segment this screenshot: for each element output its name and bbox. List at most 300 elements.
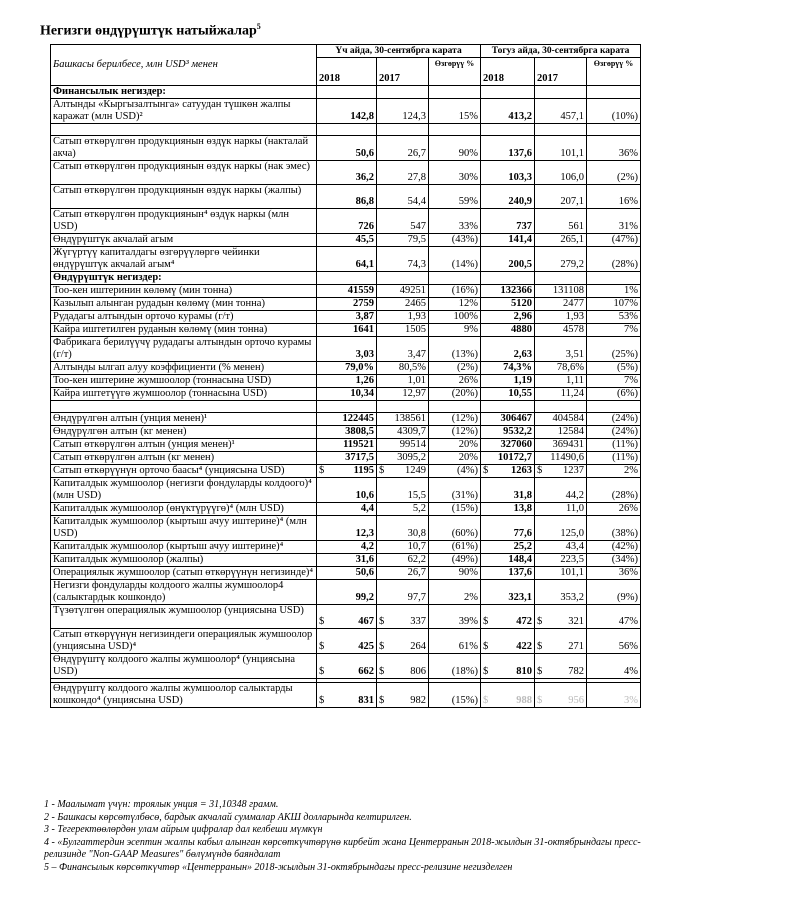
value-cell: (61%) [429, 541, 481, 554]
value-cell: 20% [429, 439, 481, 452]
value-cell: 7% [587, 324, 641, 337]
period-nine-months: Тогуз айда, 30-сентябрга карата [481, 45, 641, 58]
value-cell: 20% [429, 452, 481, 465]
document-title: Негизги өндүрүштүк натыйжалар$^5$ [40, 22, 261, 39]
value-cell: 3,47 [377, 337, 429, 362]
row-label: Капиталдык жумшоолор (кыртыш ачуу иштерине)⁴ (млн USD) [51, 516, 317, 541]
empty-cell [587, 124, 641, 136]
value-cell: 223,5 [535, 554, 587, 567]
table-row [51, 478, 641, 503]
value-cell: (18%) [429, 654, 481, 679]
value-cell: 47% [587, 605, 641, 629]
table-row [51, 285, 641, 298]
row-label: Негизги фондуларды колдоого жалпы жумшоолор4 (салыктардык кошкондо) [51, 580, 317, 605]
value-cell: (28%) [587, 478, 641, 503]
value-cell: 74,3 [377, 247, 429, 272]
row-label: Сатып өткөрүлгөн продукциянын өздүк наркы (жалпы) [51, 185, 317, 209]
value-cell: (13%) [429, 337, 481, 362]
table-row [51, 654, 641, 679]
row-label: Өндүрүлгөн алтын (унция менен)¹ [51, 413, 317, 426]
value-cell: (28%) [587, 247, 641, 272]
empty-cell [51, 401, 317, 413]
value-cell: 103,3 [481, 161, 535, 185]
value-cell: 3,03 [317, 337, 377, 362]
value-cell: 78,6% [535, 362, 587, 375]
table-row [51, 136, 641, 161]
value-cell: 12,3 [317, 516, 377, 541]
row-label: Сатып өткөрүлгөн продукциянын өздүк наркы (нак эмес) [51, 161, 317, 185]
table-row [51, 311, 641, 324]
value-cell: 100% [429, 311, 481, 324]
value-cell: 107% [587, 298, 641, 311]
value-cell: 12584 [535, 426, 587, 439]
row-label: Рудадагы алтындын орточо курамы (г/т) [51, 311, 317, 324]
row-label: Сатып өткөрүүнүн орточо баасы⁴ (унциясына USD) [51, 465, 317, 478]
value-cell: (20%) [429, 388, 481, 401]
value-cell: (38%) [587, 516, 641, 541]
value-cell: 4,2 [317, 541, 377, 554]
value-cell: 327060 [481, 439, 535, 452]
currency-symbol: $ [483, 616, 489, 627]
value-cell: 200,5 [481, 247, 535, 272]
currency-symbol: $ [379, 616, 385, 627]
value-cell: (12%) [429, 426, 481, 439]
value-cell: 3% [587, 683, 641, 708]
currency-symbol: $ [319, 695, 325, 706]
value-cell: 36,2 [317, 161, 377, 185]
value-cell: 10,55 [481, 388, 535, 401]
value-cell: (11%) [587, 439, 641, 452]
empty-cell [587, 401, 641, 413]
row-label: Алтынды «Кыргызалтынга» сатуудан түшкөн жалпы каражат (млн USD)² [51, 99, 317, 124]
currency-symbol: $ [319, 465, 325, 476]
row-label: Фабрикага берилүүчү рудадагы алтындын орточо курамы (г/т) [51, 337, 317, 362]
value-cell: 39% [429, 605, 481, 629]
row-label: Сатып өткөрүлгөн алтын (кг менен) [51, 452, 317, 465]
value-cell: 2,63 [481, 337, 535, 362]
value-cell: 77,6 [481, 516, 535, 541]
currency-symbol: $ [379, 465, 385, 476]
row-label: Капиталдык жумшоолор (кыртыш ачуу иштерине)⁴ [51, 541, 317, 554]
currency-symbol: $ [319, 666, 325, 677]
empty-cell [535, 401, 587, 413]
empty-cell [429, 272, 481, 285]
value-cell: 5,2 [377, 503, 429, 516]
currency-symbol: $ [483, 465, 489, 476]
footnote: 3 - Тегеректөөлөрдөн улам айрым цифралар дал келбеши мүмкүн [44, 824, 323, 835]
row-label: Сатып өткөрүлгөн продукциянын⁴ өздүк наркы (млн USD) [51, 209, 317, 234]
currency-symbol: $ [319, 641, 325, 652]
value-cell: 3,87 [317, 311, 377, 324]
value-cell: 90% [429, 136, 481, 161]
value-cell: 3,51 [535, 337, 587, 362]
value-cell: $ 422 [481, 629, 535, 654]
empty-cell [51, 124, 317, 136]
value-cell: (16%) [429, 285, 481, 298]
value-cell: 3808,5 [317, 426, 377, 439]
value-cell: 90% [429, 567, 481, 580]
value-cell: 2759 [317, 298, 377, 311]
year-2017-q: 2017 [377, 58, 429, 86]
empty-cell [317, 124, 377, 136]
value-cell: 138561 [377, 413, 429, 426]
value-cell: $ 1249 [377, 465, 429, 478]
table-row [51, 503, 641, 516]
value-cell: 79,5 [377, 234, 429, 247]
value-cell: 4,4 [317, 503, 377, 516]
value-cell: $ 1263 [481, 465, 535, 478]
units-note: Башкасы берилбесе, млн USD³ менен [51, 45, 317, 86]
value-cell: 279,2 [535, 247, 587, 272]
year-2018-q: 2018 [317, 58, 377, 86]
value-cell: (14%) [429, 247, 481, 272]
value-cell: 2% [429, 580, 481, 605]
footnote: 2 - Башкасы көрсөтүлбөсө, бардык акчалай суммалар АКШ долларында келтирилген. [44, 811, 412, 823]
value-cell: 4880 [481, 324, 535, 337]
value-cell: 106,0 [535, 161, 587, 185]
empty-cell [587, 272, 641, 285]
row-label: Кайра иштетилген руданын көлөмү (мин тонна) [51, 324, 317, 337]
value-cell: 62,2 [377, 554, 429, 567]
value-cell: (15%) [429, 503, 481, 516]
value-cell: $ 806 [377, 654, 429, 679]
table-row [51, 605, 641, 629]
value-cell: 25,2 [481, 541, 535, 554]
value-cell: 50,6 [317, 136, 377, 161]
row-label: Казылып алынган рудадын көлөмү (мин тонна) [51, 298, 317, 311]
section-label: Өндүрүштүк негиздер: [51, 272, 317, 285]
value-cell: $ 472 [481, 605, 535, 629]
empty-cell [429, 401, 481, 413]
footnote: 4 - «Булгаттердин эсептин жалпы кабыл алынган көрсөткүчтөрүнө кирбейт жана Центерранын 2018-жылдын 31-октябрындагы пресс- [44, 836, 641, 848]
empty-cell [317, 272, 377, 285]
value-cell: 9% [429, 324, 481, 337]
value-cell: $ 1237 [535, 465, 587, 478]
value-cell: 53% [587, 311, 641, 324]
footnote: 5 – Финансылык көрсөткүчтөр «Центерранын» 2018-жылдын 31-октябрындагы пресс-релизине негизделген [44, 861, 513, 873]
value-cell: 61% [429, 629, 481, 654]
value-cell: 44,2 [535, 478, 587, 503]
value-cell: 4% [587, 654, 641, 679]
value-cell: 207,1 [535, 185, 587, 209]
value-cell: 3717,5 [317, 452, 377, 465]
value-cell: 16% [587, 185, 641, 209]
table-row [51, 209, 641, 234]
table-row [51, 452, 641, 465]
value-cell: 26% [429, 375, 481, 388]
table-row [51, 298, 641, 311]
value-cell: 31,6 [317, 554, 377, 567]
table-row [51, 375, 641, 388]
value-cell: 26,7 [377, 567, 429, 580]
empty-cell [481, 86, 535, 99]
blank-row [51, 401, 641, 413]
value-cell: 561 [535, 209, 587, 234]
value-cell: $ 831 [317, 683, 377, 708]
row-label: Кайра иштетүүгө жумшоолор (тоннасына USD) [51, 388, 317, 401]
value-cell: 131108 [535, 285, 587, 298]
row-label: Жүгүртүү капиталдагы өзгөрүүлөргө чейинки өндүрүштүк акчалай агым⁴ [51, 247, 317, 272]
table-row [51, 99, 641, 124]
table-row [51, 324, 641, 337]
value-cell: $ 782 [535, 654, 587, 679]
value-cell: 79,0% [317, 362, 377, 375]
currency-symbol: $ [537, 666, 543, 677]
value-cell: (24%) [587, 413, 641, 426]
empty-cell [481, 124, 535, 136]
value-cell: 9532,2 [481, 426, 535, 439]
value-cell: 101,1 [535, 567, 587, 580]
value-cell: 137,6 [481, 136, 535, 161]
empty-cell [429, 86, 481, 99]
value-cell: 99514 [377, 439, 429, 452]
value-cell: 50,6 [317, 567, 377, 580]
value-cell: 404584 [535, 413, 587, 426]
empty-cell [429, 124, 481, 136]
currency-symbol: $ [319, 616, 325, 627]
value-cell: 4578 [535, 324, 587, 337]
value-cell: 26,7 [377, 136, 429, 161]
value-cell: 10,34 [317, 388, 377, 401]
empty-cell [317, 401, 377, 413]
value-cell: 54,4 [377, 185, 429, 209]
year-2017-9m: 2017 [535, 58, 587, 86]
empty-cell [481, 401, 535, 413]
value-cell: 101,1 [535, 136, 587, 161]
value-cell: 15% [429, 99, 481, 124]
value-cell: 41559 [317, 285, 377, 298]
blank-row [51, 124, 641, 136]
value-cell: 10,7 [377, 541, 429, 554]
value-cell: (6%) [587, 388, 641, 401]
value-cell: 45,5 [317, 234, 377, 247]
table-row [51, 185, 641, 209]
currency-symbol: $ [537, 641, 543, 652]
row-label: Операциялык жумшоолор (сатып өткөрүүнүн негизинде)⁴ [51, 567, 317, 580]
value-cell: 99,2 [317, 580, 377, 605]
value-cell: 132366 [481, 285, 535, 298]
row-label: Сатып өткөрүлгөн продукциянын өздүк наркы (накталай акча) [51, 136, 317, 161]
value-cell: 737 [481, 209, 535, 234]
value-cell: 148,4 [481, 554, 535, 567]
currency-symbol: $ [537, 465, 543, 476]
value-cell: 547 [377, 209, 429, 234]
row-label: Өндүрүштүк акчалай агым [51, 234, 317, 247]
value-cell: 36% [587, 567, 641, 580]
value-cell: (49%) [429, 554, 481, 567]
value-cell: 5120 [481, 298, 535, 311]
table-row [51, 683, 641, 708]
table-row [51, 161, 641, 185]
row-label: Өндүрүштү колдоого жалпы жумшоолор⁴ (унциясына USD) [51, 654, 317, 679]
empty-cell [481, 272, 535, 285]
value-cell: 33% [429, 209, 481, 234]
table-row [51, 426, 641, 439]
value-cell: (60%) [429, 516, 481, 541]
value-cell: 2465 [377, 298, 429, 311]
value-cell: 457,1 [535, 99, 587, 124]
value-cell: 1641 [317, 324, 377, 337]
empty-cell [535, 124, 587, 136]
value-cell: 1,01 [377, 375, 429, 388]
empty-cell [535, 272, 587, 285]
table-row [51, 465, 641, 478]
currency-symbol: $ [537, 616, 543, 627]
value-cell: (25%) [587, 337, 641, 362]
value-cell: $ 264 [377, 629, 429, 654]
currency-symbol: $ [483, 666, 489, 677]
table-row [51, 388, 641, 401]
value-cell: 323,1 [481, 580, 535, 605]
value-cell: 30,8 [377, 516, 429, 541]
table-row [51, 567, 641, 580]
empty-cell [377, 401, 429, 413]
value-cell: 122445 [317, 413, 377, 426]
empty-cell [587, 86, 641, 99]
value-cell: 726 [317, 209, 377, 234]
value-cell: 13,8 [481, 503, 535, 516]
value-cell: 119521 [317, 439, 377, 452]
currency-symbol: $ [379, 666, 385, 677]
table-row [51, 247, 641, 272]
value-cell: 1505 [377, 324, 429, 337]
value-cell: 3095,2 [377, 452, 429, 465]
empty-cell [377, 272, 429, 285]
value-cell: (42%) [587, 541, 641, 554]
value-cell: (2%) [429, 362, 481, 375]
row-label: Капиталдык жумшоолор (жалпы) [51, 554, 317, 567]
row-label: Тоо-кен иштерине жумшоолор (тоннасына USD) [51, 375, 317, 388]
value-cell: 2,96 [481, 311, 535, 324]
table-row [51, 580, 641, 605]
footnote: 1 - Маалымат үчүн: троялык унция = 31,10348 грамм. [44, 799, 279, 810]
value-cell: 1% [587, 285, 641, 298]
footnote: релизинде "Non-GAAP Measures" бөлүмүндө баяндалат [44, 849, 281, 860]
year-2018-9m: 2018 [481, 58, 535, 86]
row-label: Өндүрүштү колдоого жалпы жумшоолор салыктарды кошкондо⁴ (унциясына USD) [51, 683, 317, 708]
value-cell: $ 810 [481, 654, 535, 679]
value-cell: (9%) [587, 580, 641, 605]
value-cell: 2% [587, 465, 641, 478]
value-cell: 1,26 [317, 375, 377, 388]
currency-symbol: $ [483, 695, 489, 706]
table-row [51, 413, 641, 426]
value-cell: 11490,6 [535, 452, 587, 465]
value-cell: $ 271 [535, 629, 587, 654]
currency-symbol: $ [379, 695, 385, 706]
value-cell: 56% [587, 629, 641, 654]
value-cell: 86,8 [317, 185, 377, 209]
value-cell: 80,5% [377, 362, 429, 375]
row-label: Тоо-кен иштеринин көлөмү (мин тонна) [51, 285, 317, 298]
value-cell: 7% [587, 375, 641, 388]
value-cell: 141,4 [481, 234, 535, 247]
table-row [51, 541, 641, 554]
table-row [51, 554, 641, 567]
footnotes [44, 799, 764, 874]
table-row [51, 439, 641, 452]
table-row [51, 516, 641, 541]
table-row [51, 337, 641, 362]
change-9m: Өзгөрүү % [587, 58, 641, 86]
value-cell: 36% [587, 136, 641, 161]
table-row [51, 362, 641, 375]
value-cell: 240,9 [481, 185, 535, 209]
value-cell: $ 425 [317, 629, 377, 654]
value-cell: 124,3 [377, 99, 429, 124]
row-label: Сатып өткөрүлгөн алтын (унция менен)¹ [51, 439, 317, 452]
value-cell: 413,2 [481, 99, 535, 124]
table-row [51, 629, 641, 654]
section-row [51, 272, 641, 285]
value-cell: 1,19 [481, 375, 535, 388]
row-label: Капиталдык жумшоолор (негизги фондуларды колдоого)⁴ (млн USD) [51, 478, 317, 503]
value-cell: 265,1 [535, 234, 587, 247]
value-cell: $ 321 [535, 605, 587, 629]
value-cell: 26% [587, 503, 641, 516]
table-row [51, 234, 641, 247]
empty-cell [317, 86, 377, 99]
value-cell: $ 662 [317, 654, 377, 679]
value-cell: (43%) [429, 234, 481, 247]
value-cell: (10%) [587, 99, 641, 124]
row-label: Түзөтүлгөн операциялык жумшоолор (унциясына USD) [51, 605, 317, 629]
section-row [51, 86, 641, 99]
value-cell: (4%) [429, 465, 481, 478]
results-table [50, 44, 641, 708]
change-q: Өзгөрүү % [429, 58, 481, 86]
value-cell: 142,8 [317, 99, 377, 124]
value-cell: 1,93 [535, 311, 587, 324]
row-label: Капиталдык жумшоолор (өнүктүрүүгө)⁴ (млн USD) [51, 503, 317, 516]
value-cell: 31% [587, 209, 641, 234]
value-cell: 30% [429, 161, 481, 185]
value-cell: (24%) [587, 426, 641, 439]
value-cell: 353,2 [535, 580, 587, 605]
value-cell: 306467 [481, 413, 535, 426]
value-cell: (11%) [587, 452, 641, 465]
value-cell: 74,3% [481, 362, 535, 375]
value-cell: 4309,7 [377, 426, 429, 439]
value-cell: 97,7 [377, 580, 429, 605]
value-cell: 59% [429, 185, 481, 209]
value-cell: 11,24 [535, 388, 587, 401]
value-cell: $ 956 [535, 683, 587, 708]
value-cell: 27,8 [377, 161, 429, 185]
value-cell: 43,4 [535, 541, 587, 554]
currency-symbol: $ [379, 641, 385, 652]
value-cell: (2%) [587, 161, 641, 185]
value-cell: (31%) [429, 478, 481, 503]
empty-cell [535, 86, 587, 99]
period-three-months: Үч айда, 30-сентябрга карата [317, 45, 481, 58]
value-cell: 1,11 [535, 375, 587, 388]
row-label: Өндүрүлгөн алтын (кг менен) [51, 426, 317, 439]
value-cell: 137,6 [481, 567, 535, 580]
value-cell: 1,93 [377, 311, 429, 324]
empty-cell [377, 86, 429, 99]
currency-symbol: $ [537, 695, 543, 706]
value-cell: (15%) [429, 683, 481, 708]
currency-symbol: $ [483, 641, 489, 652]
empty-cell [377, 124, 429, 136]
value-cell: 369431 [535, 439, 587, 452]
value-cell: 12,97 [377, 388, 429, 401]
value-cell: $ 1195 [317, 465, 377, 478]
value-cell: $ 988 [481, 683, 535, 708]
row-label: Алтынды ылгап алуу коэффициенти (% менен) [51, 362, 317, 375]
value-cell: $ 982 [377, 683, 429, 708]
